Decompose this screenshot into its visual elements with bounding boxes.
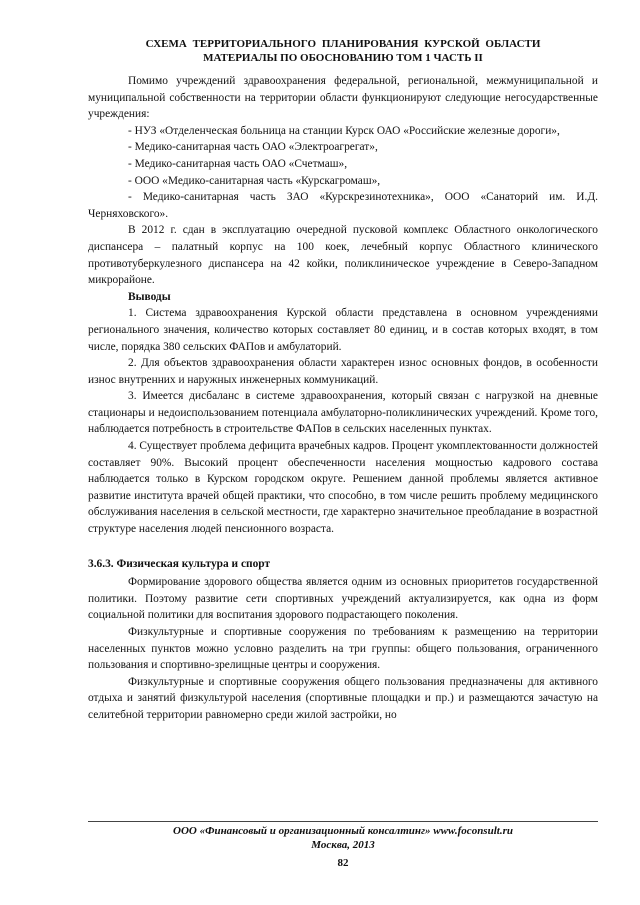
section-heading: 3.6.3. Физическая культура и спорт [88,557,271,570]
footer-divider [88,821,598,822]
list-item: - Медико-санитарная часть ОАО «Электроагрегат», [128,141,378,154]
footer-company: ООО «Финансовый и организационный консалтинг» www.foconsult.ru [173,825,513,837]
header-title: СХЕМА ТЕРРИТОРИАЛЬНОГО ПЛАНИРОВАНИЯ КУРСКОЙ ОБЛАСТИ [145,38,541,50]
list-item: - Медико-санитарная часть ОАО «Счетмаш», [128,157,348,170]
paragraph-intro: Помимо учреждений здравоохранения федеральной, региональной, межмуниципальной и муниципальной собственности на территории области функционируют следующие негосударственные учреждения: [88,75,598,121]
section-paragraph: Физкультурные и спортивные сооружения по требованиям к размещению на территории населенных пунктов можно условно разделить на три группы: общего пользования, ограниченного пользования и спортивно-зрелищные центры и сооружения. [88,626,598,672]
list-item: - ООО «Медико-санитарная часть «Курскагромаш», [128,174,381,187]
header-subtitle: МАТЕРИАЛЫ ПО ОБОСНОВАНИЮ ТОМ 1 ЧАСТЬ II [203,52,483,64]
page-number: 82 [337,857,349,869]
footer-city-year: Москва, 2013 [311,839,375,851]
conclusions-title: Выводы [128,290,171,303]
section-paragraph: Физкультурные и спортивные сооружения общего пользования предназначены для активного отдыха и занятий физкультурой населения (спортивные площадки и пр.) и размещаются зачастую на селитебной территории равномерно среди жилой застройки, но [88,675,598,721]
page-footer [88,824,598,852]
conclusion-item: 4. Существует проблема дефицита врачебных кадров. Процент укомплектованности должностей составляет 90%. Высокий процент обеспеченности населения мощностью кадрового состава наблюдается только в Курском городском округе. Решением данной проблемы является активное развитие института врачей общей практики, что способно, в том числе решить проблему медицинского обслуживания населения в сельской местности, где характерно значительное преобладание в возрастной структуре населения людей пенсионного возраста. [88,440,599,536]
document-body [88,73,598,724]
page-header [88,37,598,65]
conclusion-item: 3. Имеется дисбаланс в системе здравоохранения, который связан с нагрузкой на дневные стационары и недоиспользованием потенциала амбулаторно-поликлинических учреждений. Кроме того, наблюдается потребность в строительстве ФАПов в сельских населенных пунктах. [88,390,598,436]
paragraph-2012: В 2012 г. сдан в эксплуатацию очередной пусковой комплекс Областного онкологического диспансера – палатный корпус на 100 коек, лечебный корпус Областного клинического противотуберкулезного диспансера на 42 койки, поликлиническое учреждение в Северо-Западном микрорайоне. [88,224,598,287]
section-paragraph: Формирование здорового общества является одним из основных приоритетов государственной политики. Поэтому развитие сети спортивных учреждений актуализируется, как одна из форм социальной политики для воспитания здорового подрастающего поколения. [88,576,598,622]
list-item: - Медико-санитарная часть ЗАО «Курскрезинотехника», ООО «Санаторий им. И.Д. Черняховского». [88,191,598,220]
list-item: - НУЗ «Отделенческая больница на станции Курск ОАО «Российские железные дороги», [128,124,560,137]
conclusion-item: 1. Система здравоохранения Курской области представлена в основном учреждениями регионального значения, количество которых составляет 80 единиц, и в состав которых входят, в том числе, порядка 380 сельских ФАПов и амбулаторий. [88,307,598,353]
conclusion-item: 2. Для объектов здравоохранения области характерен износ основных фондов, в особенности износ внутренних и наружных инженерных коммуникаций. [88,357,598,386]
